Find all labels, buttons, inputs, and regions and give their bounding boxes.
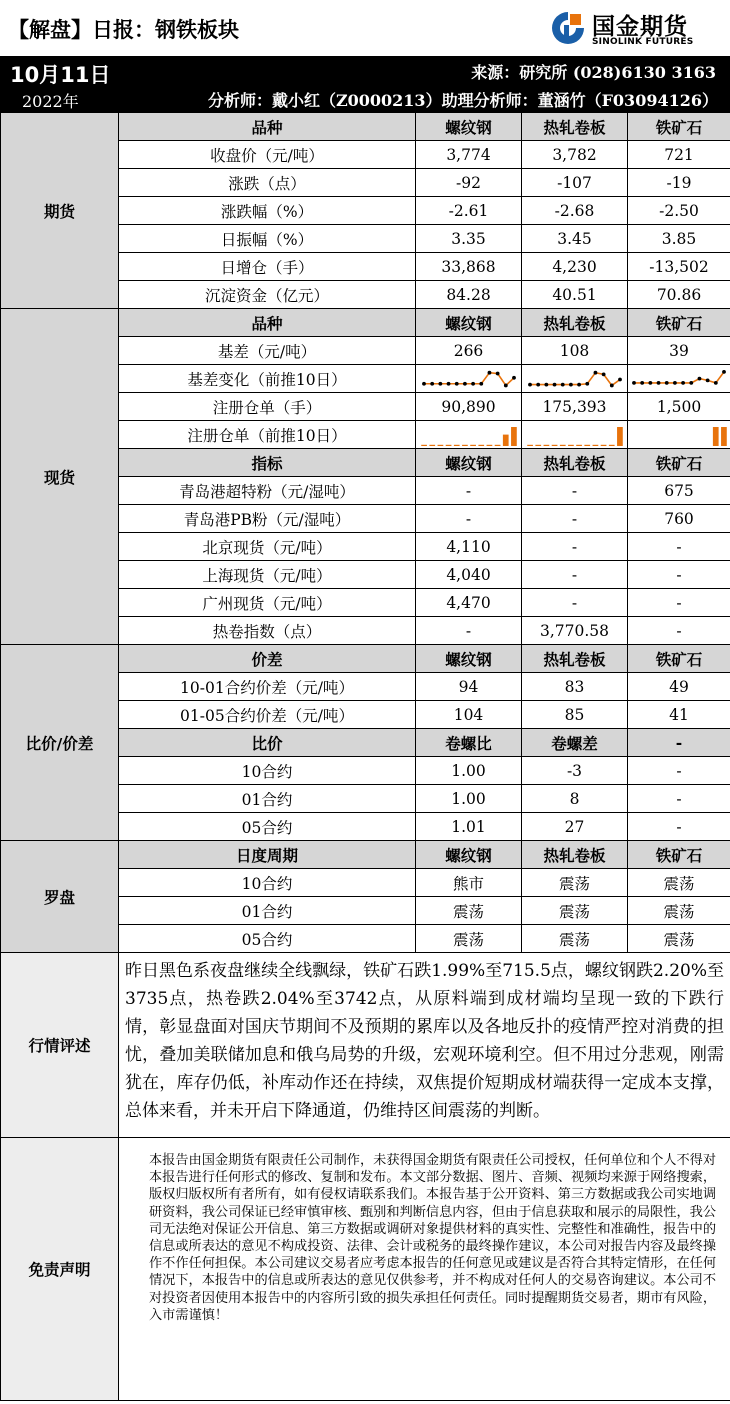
disclaimer-cell [119, 1138, 730, 1401]
trend-chart-cell [628, 365, 730, 393]
sparkline-point [618, 377, 622, 381]
value-cell: 3,782 [522, 141, 628, 169]
value-cell: 85 [522, 701, 628, 729]
sparkline-point [438, 381, 442, 385]
row-label: 注册仓单（手） [119, 393, 416, 421]
value-cell: 70.86 [628, 281, 730, 309]
value-cell: 4,230 [522, 253, 628, 281]
row-label: 日振幅（%） [119, 225, 416, 253]
sparkline-point [640, 381, 644, 385]
value-cell: 螺纹钢 [416, 449, 522, 477]
trend-chart-cell [416, 421, 522, 449]
value-cell: 4,110 [416, 533, 522, 561]
sparkline-point [593, 370, 597, 374]
value-cell: - [628, 785, 730, 813]
basis-sparkline [526, 367, 624, 391]
warrant-sparkbar [420, 424, 518, 446]
value-cell: 1.01 [416, 813, 522, 841]
value-cell: -13,502 [628, 253, 730, 281]
value-cell: 螺纹钢 [416, 645, 522, 673]
sparkline-point [536, 382, 540, 386]
value-cell: - [522, 589, 628, 617]
value-cell: - [416, 477, 522, 505]
value-cell: -3 [522, 757, 628, 785]
row-label: 沉淀资金（亿元） [119, 281, 416, 309]
value-cell: - [628, 757, 730, 785]
table-header-row [1, 309, 730, 337]
sparkline-point [528, 382, 532, 386]
value-cell: 4,470 [416, 589, 522, 617]
value-cell: - [522, 533, 628, 561]
sparkline-point [479, 381, 483, 385]
sparkbar-bar [568, 444, 574, 445]
warrant-sparkbar [526, 424, 624, 446]
sparkbar-bar [584, 444, 590, 445]
value-cell: - [628, 729, 730, 757]
value-cell: 铁矿石 [628, 113, 730, 141]
value-cell: 震荡 [522, 897, 628, 925]
section-label: 行情评述 [1, 953, 119, 1138]
section-label: 免责声明 [1, 1138, 119, 1401]
sparkbar-bar [617, 427, 623, 446]
sparkline-point [503, 383, 507, 387]
sparkline-path [634, 371, 724, 382]
row-label: 10-01合约价差（元/吨） [119, 673, 416, 701]
row-label: 广州现货（元/吨） [119, 589, 416, 617]
data-table [0, 112, 730, 1401]
section-label: 期货 [1, 113, 119, 309]
value-cell: 震荡 [628, 869, 730, 897]
commentary-cell [119, 953, 730, 1138]
value-cell: 震荡 [416, 897, 522, 925]
sparkbar-bar [429, 444, 435, 445]
value-cell: 39 [628, 337, 730, 365]
sparkline-point [665, 381, 669, 385]
section-label: 比价/价差 [1, 645, 119, 841]
sparkbar-bar [486, 444, 492, 445]
report-title: 【解盘】日报：钢铁板块 [8, 18, 239, 42]
sparkline-point [487, 370, 491, 374]
row-label: 价差 [119, 645, 416, 673]
company-logo [550, 8, 725, 50]
sparkbar-bar [511, 427, 517, 446]
value-cell: 震荡 [522, 869, 628, 897]
row-label: 青岛港PB粉（元/湿吨） [119, 505, 416, 533]
row-label: 比价 [119, 729, 416, 757]
sparkbar-bar [437, 444, 443, 445]
sparkbar-bar [592, 444, 598, 445]
sparkbar-bar [494, 444, 500, 445]
value-cell: - [522, 561, 628, 589]
trend-chart-cell [628, 421, 730, 449]
warrant-sparkbar [630, 424, 728, 446]
sparkline-point [714, 381, 718, 385]
value-cell: -2.61 [416, 197, 522, 225]
sparkbar-bar [421, 444, 427, 445]
row-label: 涨跌（点） [119, 169, 416, 197]
value-cell: 90,890 [416, 393, 522, 421]
sparkline-point [454, 381, 458, 385]
row-label: 品种 [119, 113, 416, 141]
row-label: 基差变化（前推10日） [119, 365, 416, 393]
sparkline-point [681, 381, 685, 385]
row-label: 北京现货（元/吨） [119, 533, 416, 561]
row-label: 01合约 [119, 785, 416, 813]
sparkbar-bar [721, 427, 727, 446]
sparkline-point [552, 382, 556, 386]
value-cell: 108 [522, 337, 628, 365]
sparkbar-bar [527, 444, 533, 445]
sparkline-point [471, 381, 475, 385]
value-cell: 铁矿石 [628, 645, 730, 673]
sparkline-point [706, 378, 710, 382]
row-label: 涨跌幅（%） [119, 197, 416, 225]
row-label: 01合约 [119, 897, 416, 925]
value-cell: 83 [522, 673, 628, 701]
value-cell: 84.28 [416, 281, 522, 309]
value-cell: 热轧卷板 [522, 113, 628, 141]
sparkline-point [495, 371, 499, 375]
sparkline-point [722, 369, 726, 373]
value-cell: 热轧卷板 [522, 841, 628, 869]
sparkline-point [446, 381, 450, 385]
value-cell: 热轧卷板 [522, 449, 628, 477]
value-cell: -2.68 [522, 197, 628, 225]
row-label: 日度周期 [119, 841, 416, 869]
sparkline-point [569, 382, 573, 386]
value-cell: -19 [628, 169, 730, 197]
value-cell: 螺纹钢 [416, 309, 522, 337]
sparkbar-bar [600, 444, 606, 445]
sparkbar-bar [470, 444, 476, 445]
value-cell: 675 [628, 477, 730, 505]
sparkline-point [601, 372, 605, 376]
value-cell: 3,774 [416, 141, 522, 169]
table-header-row [1, 113, 730, 141]
value-cell: 卷螺差 [522, 729, 628, 757]
value-cell: 40.51 [522, 281, 628, 309]
sparkbar-bar [576, 444, 582, 445]
sparkline-point [689, 381, 693, 385]
value-cell: 104 [416, 701, 522, 729]
value-cell: 8 [522, 785, 628, 813]
value-cell: 1.00 [416, 757, 522, 785]
value-cell: - [416, 617, 522, 645]
sparkline-path [530, 372, 620, 385]
report-date: 10月11日 [10, 63, 111, 87]
value-cell: 4,040 [416, 561, 522, 589]
row-label: 10合约 [119, 869, 416, 897]
sparkbar-bar [559, 444, 565, 445]
table-header-row [1, 645, 730, 673]
trend-chart-cell [416, 365, 522, 393]
value-cell: - [628, 617, 730, 645]
sparkbar-bar [608, 444, 614, 445]
value-cell: 震荡 [522, 925, 628, 953]
value-cell: 33,868 [416, 253, 522, 281]
row-label: 指标 [119, 449, 416, 477]
value-cell: 94 [416, 673, 522, 701]
trend-chart-cell [522, 365, 628, 393]
trend-chart-cell [522, 421, 628, 449]
sparkline-point [609, 383, 613, 387]
value-cell: 卷螺比 [416, 729, 522, 757]
value-cell: -92 [416, 169, 522, 197]
row-label: 日增仓（手） [119, 253, 416, 281]
value-cell: -2.50 [628, 197, 730, 225]
sparkbar-bar [445, 444, 451, 445]
value-cell: 3.85 [628, 225, 730, 253]
value-cell: -107 [522, 169, 628, 197]
value-cell: - [628, 813, 730, 841]
disclaimer-row [1, 1138, 730, 1401]
value-cell: 铁矿石 [628, 449, 730, 477]
sparkline-point [422, 381, 426, 385]
commentary-row [1, 953, 730, 1138]
basis-sparkline [630, 367, 728, 391]
value-cell: 震荡 [628, 925, 730, 953]
value-cell: 175,393 [522, 393, 628, 421]
value-cell: 铁矿石 [628, 841, 730, 869]
row-label: 青岛港超特粉（元/湿吨） [119, 477, 416, 505]
value-cell: 热轧卷板 [522, 645, 628, 673]
sparkbar-bar [551, 444, 557, 445]
sparkline-point [544, 382, 548, 386]
row-label: 基差（元/吨） [119, 337, 416, 365]
report-analysts: 分析师：戴小红（Z0000213）助理分析师：董涵竹（F03094126） [207, 91, 718, 110]
sparkbar-bar [502, 434, 508, 445]
disclaimer-text: 本报告由国金期货有限责任公司制作，未获得国金期货有限责任公司授权，任何单位和个人不得对本报告进行任何形式的修改、复制和发布。本文部分数据、图片、音频、视频均来源于网络搜索，版权归版权所有者所有，如有侵权请联系我们。本报告基于公开资料、第三方数据或我公司实地调研资料，我公司保证已经审慎审核、甄别和判断信息内容，但由于信息获取和展示的局限性，我公司无法绝对保证公开信息、第三方数据或调研对象提供材料的真实性、完整性和准确性，报告中的信息或所表达的意见不构成投资、法律、会计或税务的最终操作建议，本公司对报告内容及最终操作不作任何担保。本公司建议交易者应考虑本报告的任何意见或建议是否符合其特定情形，在任何情况下，本报告中的信息或所表达的意见仅供参考，并不构成对任何人的交易咨询建议。本公司不对投资者因使用本报告中的内容所引致的损失承担任何责任。同时提醒期货交易者，期市有风险，入市需谨慎！ [149, 1153, 717, 1323]
value-cell: 热轧卷板 [522, 309, 628, 337]
value-cell: - [416, 505, 522, 533]
sparkline-point [673, 381, 677, 385]
sinolink-logo-icon [550, 10, 586, 46]
sparkbar-bar [462, 444, 468, 445]
sparkline-point [648, 381, 652, 385]
section-label: 罗盘 [1, 841, 119, 953]
info-bar [0, 56, 730, 112]
sparkline-point [698, 376, 702, 380]
row-label: 01-05合约价差（元/吨） [119, 701, 416, 729]
value-cell: 1.00 [416, 785, 522, 813]
row-label: 05合约 [119, 813, 416, 841]
sparkline-point [577, 382, 581, 386]
value-cell: 721 [628, 141, 730, 169]
sparkbar-bar [713, 427, 719, 446]
value-cell: 1,500 [628, 393, 730, 421]
value-cell: 螺纹钢 [416, 841, 522, 869]
sparkline-point [430, 381, 434, 385]
row-label: 05合约 [119, 925, 416, 953]
sparkbar-bar [453, 444, 459, 445]
value-cell: 49 [628, 673, 730, 701]
report-year: 2022年 [22, 92, 79, 111]
sparkbar-bar [543, 444, 549, 445]
value-cell: - [628, 589, 730, 617]
basis-sparkline [420, 367, 518, 391]
sparkline-point [512, 375, 516, 379]
value-cell: - [628, 533, 730, 561]
sparkline-point [560, 382, 564, 386]
row-label: 热卷指数（点） [119, 617, 416, 645]
commentary-text: 昨日黑色系夜盘继续全线飘绿，铁矿石跌1.99%至715.5点，螺纹钢跌2.20%至3735点，热卷跌2.04%至3742点，从原料端到成材端均呈现一致的下跌行情，彰显盘面对国庆节期间不及预期的累库以及各地反扑的疫情严控对消费的担忧，叠加美联储加息和俄乌局势的升级，宏观环境利空。但不用过分悲观，刚需犹在，库存仍低，补库动作还在持续，双焦提价短期成材端获得一定成本支撑，总体来看，并未开启下降通道，仍维持区间震荡的判断。 [125, 961, 724, 1121]
row-label: 10合约 [119, 757, 416, 785]
row-label: 注册仓单（前推10日） [119, 421, 416, 449]
row-label: 品种 [119, 309, 416, 337]
sparkline-point [463, 381, 467, 385]
logo-text-cn: 国金期货 [592, 14, 688, 40]
row-label: 收盘价（元/吨） [119, 141, 416, 169]
value-cell: 震荡 [416, 925, 522, 953]
value-cell: - [628, 561, 730, 589]
sparkbar-bar [535, 444, 541, 445]
sparkline-point [632, 381, 636, 385]
report-source: 来源：研究所 (028)6130 3163 [471, 63, 716, 82]
value-cell: 3.35 [416, 225, 522, 253]
value-cell: 3,770.58 [522, 617, 628, 645]
value-cell: 266 [416, 337, 522, 365]
value-cell: - [522, 477, 628, 505]
value-cell: 震荡 [628, 897, 730, 925]
logo-text-en: SINOLINK FUTURES [592, 37, 694, 47]
row-label: 上海现货（元/吨） [119, 561, 416, 589]
value-cell: - [522, 505, 628, 533]
value-cell: 3.45 [522, 225, 628, 253]
value-cell: 熊市 [416, 869, 522, 897]
value-cell: 27 [522, 813, 628, 841]
value-cell: 760 [628, 505, 730, 533]
section-label: 现货 [1, 309, 119, 645]
sparkbar-bar [478, 444, 484, 445]
table-header-row [1, 841, 730, 869]
sparkline-path [424, 372, 514, 385]
value-cell: 铁矿石 [628, 309, 730, 337]
sparkline-point [657, 381, 661, 385]
value-cell: 41 [628, 701, 730, 729]
sparkline-point [585, 381, 589, 385]
report-header [0, 0, 730, 56]
value-cell: 螺纹钢 [416, 113, 522, 141]
